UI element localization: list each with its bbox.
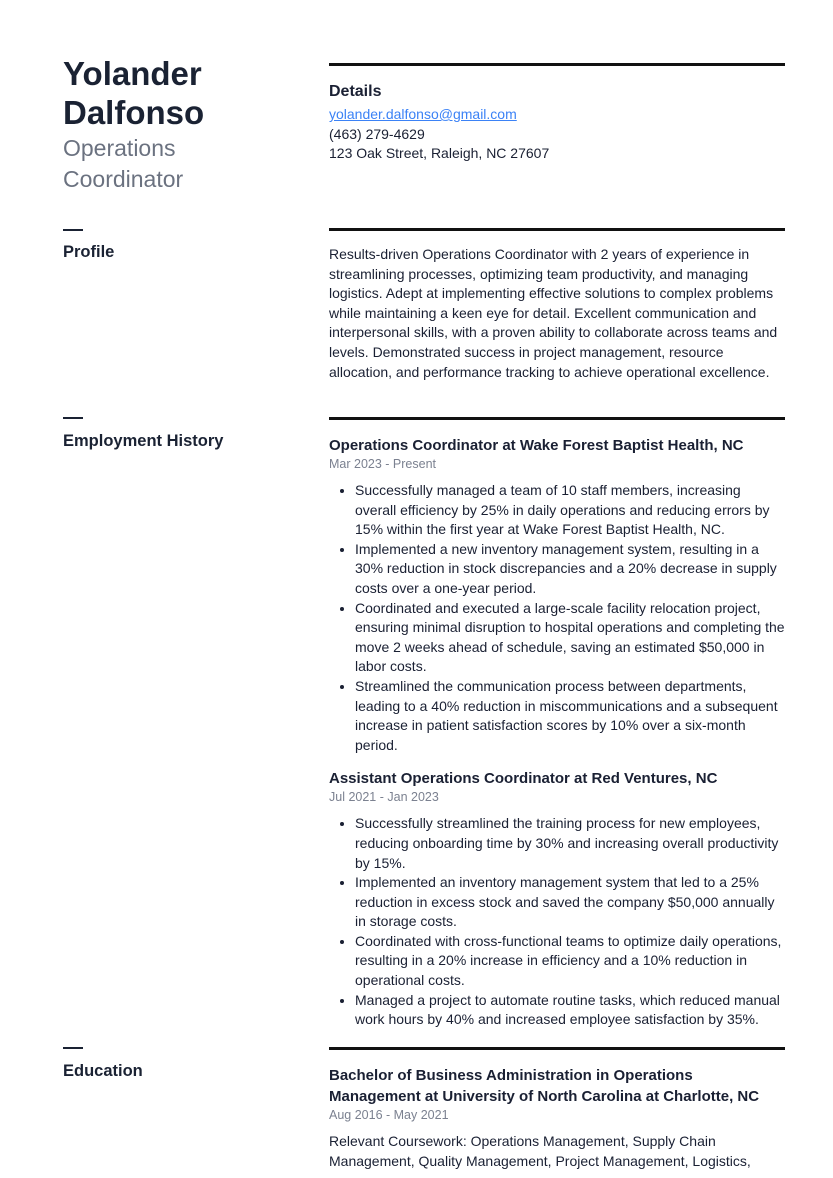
phone-number: (463) 279-4629 <box>329 125 425 142</box>
job-dates: Mar 2023 - Present <box>329 457 436 471</box>
job-bullet: • Successfully managed a team of 10 staff members, increasing overall efficiency by 25% in daily operations and reducing errors by 15% within the first year at Wake Forest Baptist Health, NC. <box>355 481 785 540</box>
details-heading: Details <box>329 83 382 100</box>
degree-title: Bachelor of Business Administration in Operations Management at University of North Carolina at Charlotte, NC <box>329 1067 760 1105</box>
job-bullet: • Managed a project to automate routine tasks, which reduced manual work hours by 40% and increased employee satisfaction by 35%. <box>355 991 785 1030</box>
profile-rule <box>329 228 785 231</box>
education-dates: Aug 2016 - May 2021 <box>329 1108 449 1122</box>
profile-dash <box>63 229 83 231</box>
job-bullet: • Streamlined the communication process between departments, leading to a 40% reduction in miscommunications and a subsequent increase in patient satisfaction scores by 10% over a six-month period. <box>355 677 785 755</box>
job-bullet: • Coordinated with cross-functional teams to optimize daily operations, resulting in a 20% increase in efficiency and a 10% reduction in operational costs. <box>355 932 785 991</box>
employment-rule <box>329 417 785 420</box>
job-bullets <box>329 481 785 755</box>
details-section <box>329 82 785 164</box>
job-title: Assistant Operations Coordinator at Red Ventures, NC <box>329 770 718 788</box>
details-rule <box>329 63 785 66</box>
job-bullets <box>329 814 785 1030</box>
coursework-text: Relevant Coursework: Operations Management, Supply Chain Management, Quality Management, Project Management, Logistics, <box>329 1133 751 1169</box>
last-name: Dalfonso <box>63 94 205 131</box>
job-bullet: • Successfully streamlined the training process for new employees, reducing onboarding time by 30% and increasing overall productivity by 15%. <box>355 814 785 873</box>
job-bullet: • Coordinated and executed a large-scale facility relocation project, ensuring minimal disruption to hospital operations and completing the move 2 weeks ahead of schedule, saving an estimated $50,000 in labor costs. <box>355 599 785 677</box>
title-line-1: Operations <box>63 135 176 161</box>
job-entry <box>329 435 785 755</box>
job-bullet: • Implemented a new inventory management system, resulting in a 30% reduction in stock discrepancies and a 20% decrease in supply costs over a one-year period. <box>355 540 785 599</box>
education-dash <box>63 1047 83 1049</box>
job-bullet: • Implemented an inventory management system that led to a 25% reduction in excess stock and saved the company $50,000 annually in storage costs. <box>355 873 785 932</box>
profile-text: Results-driven Operations Coordinator with 2 years of experience in streamlining processes, optimizing team productivity, and managing logistics. Adept at implementing effective solutions to complex problems while maintaining a keen eye for detail. Excellent communication and interpersonal skills, with a proven ability to collaborate across teams and levels. Demonstrated success in project management, resource allocation, and performance tracking to achieve operational excellence. <box>329 246 778 380</box>
profile-label: Profile <box>63 243 115 261</box>
education-rule <box>329 1047 785 1050</box>
first-name: Yolander <box>63 55 202 92</box>
employment-dash <box>63 417 83 419</box>
title-line-2: Coordinator <box>63 166 184 192</box>
employment-label: Employment History <box>63 432 224 450</box>
job-entry <box>329 768 785 1030</box>
email-link[interactable]: yolander.dalfonso@gmail.com <box>329 106 517 122</box>
education-section <box>329 1065 785 1171</box>
address: 123 Oak Street, Raleigh, NC 27607 <box>329 145 550 162</box>
education-label: Education <box>63 1062 143 1080</box>
candidate-title <box>63 133 293 195</box>
candidate-name <box>63 54 293 132</box>
job-dates: Jul 2021 - Jan 2023 <box>329 790 439 805</box>
employment-section <box>329 435 785 1030</box>
job-title: Operations Coordinator at Wake Forest Baptist Health, NC <box>329 437 744 454</box>
